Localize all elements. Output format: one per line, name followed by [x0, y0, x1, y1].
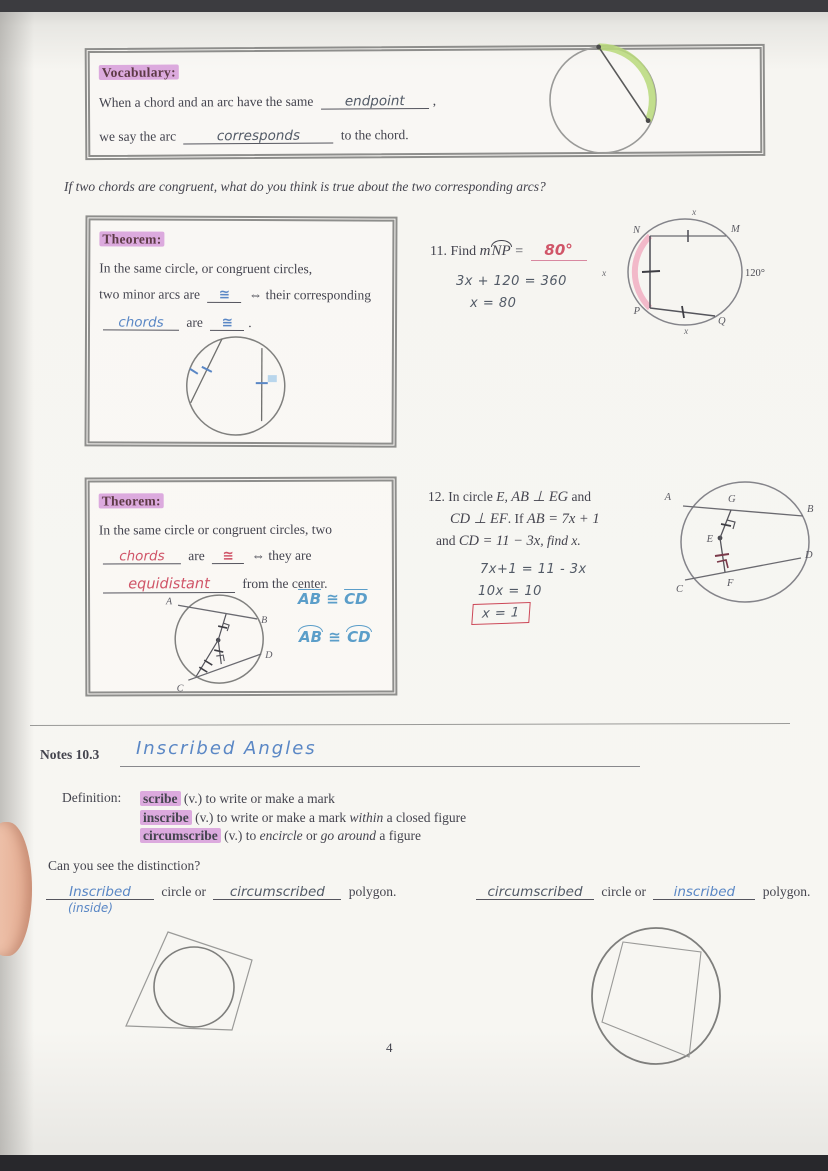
problem12-line2-mid: . If — [507, 511, 524, 526]
definition-list — [140, 790, 700, 846]
problem11-answer: 80° — [544, 241, 573, 259]
problem11-find-label: Find — [450, 244, 477, 259]
vocab-chord-arc-diagram — [542, 42, 665, 161]
theorem1-blank-3 — [210, 316, 244, 331]
point-label-b: B — [261, 614, 268, 626]
blank-circumscribed-polygon-left — [213, 885, 341, 900]
theorem2-answer-equidistant: equidistant — [128, 576, 210, 593]
def-circumscribe-mid: or — [302, 828, 321, 843]
vocab-blank-2 — [183, 129, 333, 145]
theorem2-title: Theorem: — [99, 493, 164, 508]
photo-left-shadow — [0, 12, 34, 1155]
problem12-number: 12. — [428, 489, 445, 504]
theorem1-box — [84, 215, 397, 447]
problem12-work-line1: 7x+1 = 11 - 3x — [480, 562, 587, 577]
distinction-left-group — [42, 884, 397, 915]
answer-inside-note: (inside) — [68, 901, 113, 915]
theorem2-line3-post: from the center. — [242, 575, 328, 591]
arc-label-x-bottom: x — [684, 327, 689, 337]
vocab-answer-corresponds: corresponds — [216, 127, 301, 145]
vocabulary-title: Vocabulary: — [99, 65, 179, 80]
definition-circumscribe — [140, 827, 700, 846]
problem12-eq2: CD = 11 − 3x — [458, 533, 541, 549]
vocab-answer-endpoint: endpoint — [344, 93, 405, 110]
problem12-line3-post: , find x. — [540, 533, 581, 548]
problem12-answer: x = 1 — [481, 605, 521, 622]
theorem2-line2-mid: are — [188, 548, 205, 564]
theorem1-circle-diagram — [182, 331, 294, 443]
problem11-m: m — [479, 243, 491, 259]
point-label-q: Q — [718, 316, 726, 327]
theorem2-blank-3 — [103, 577, 235, 594]
segment-ab: $\overline{AB}$ — [298, 590, 322, 608]
point-label-b2: B — [807, 504, 814, 515]
problem11-answer-blank — [531, 243, 587, 261]
problem11-circle-diagram — [598, 206, 766, 352]
note-segments-congruent — [298, 590, 368, 608]
problem12-eq1: AB = 7x + 1 — [526, 511, 600, 527]
distinction-question: Can you see the distinction? — [48, 858, 201, 873]
term-scribe: scribe — [140, 791, 181, 806]
problem12-answer-box — [471, 602, 530, 625]
point-label-e: E — [706, 534, 713, 545]
theorem1-title: Theorem: — [99, 231, 164, 246]
distinction-right-mid: circle or — [601, 884, 646, 899]
photo-bottom-edge — [0, 1155, 828, 1171]
answer-circumscribed-left: circumscribed — [229, 884, 325, 900]
vocab-line2-text: we say the arc — [99, 128, 177, 144]
note-arcs-congruent — [298, 628, 372, 646]
theorem2-blank-2 — [212, 549, 244, 564]
point-label-a: A — [165, 596, 173, 608]
page-number: 4 — [386, 1040, 393, 1055]
problem11-number: 11. — [430, 244, 447, 259]
point-label-c: C — [176, 683, 184, 695]
def-inscribe-em: within — [349, 809, 384, 825]
photo-top-edge — [0, 0, 828, 12]
answer-circumscribed-right: circumscribed — [487, 884, 583, 900]
blank-inscribed-circle — [46, 884, 154, 915]
arc-label-x-left: x — [602, 269, 607, 279]
theorem1-line2-post: ⇔ their corresponding — [248, 287, 372, 303]
point-label-d2: D — [805, 550, 813, 561]
term-circumscribe: circumscribe — [140, 828, 221, 843]
distinction-right-group — [472, 884, 810, 900]
theorem1-answer-chords: chords — [118, 314, 164, 331]
theorem1-line2-pre: two minor arcs are — [99, 286, 201, 302]
theorem2-blank-1 — [103, 549, 181, 564]
theorem2-answer-chords: chords — [119, 548, 165, 565]
theorem1-line3-end: . — [248, 315, 252, 331]
section-divider — [30, 723, 790, 726]
problem12-line1-pre: In circle — [448, 489, 493, 504]
def-scribe-text: (v.) to write or make a mark — [180, 791, 335, 806]
point-label-g: G — [728, 494, 736, 505]
theorem1-answer-cong1: ≅ — [218, 286, 231, 303]
theorem2-box — [85, 476, 398, 696]
problem12-work-line2: 10x = 10 — [478, 584, 542, 599]
theorem2-circle-diagram — [128, 594, 288, 699]
term-inscribe: inscribe — [140, 810, 192, 825]
congruent-symbol-2: ≅ — [328, 628, 341, 646]
point-label-a2: A — [664, 492, 671, 503]
problem12-line3-pre: and — [436, 533, 456, 548]
theorem1-blank-1 — [207, 288, 241, 303]
arc-label-x-top: x — [692, 208, 697, 218]
point-label-f: F — [727, 578, 734, 589]
distinction-right-post: polygon. — [762, 884, 811, 899]
inscribed-circle-diagram — [118, 924, 264, 1042]
def-circumscribe-em2: go around — [320, 828, 376, 843]
definition-scribe — [140, 790, 700, 809]
theorem1-answer-cong2: ≅ — [221, 314, 233, 331]
notes-title-line — [120, 766, 640, 767]
point-label-n: N — [632, 225, 640, 236]
problem12-line1-post: and — [571, 489, 592, 504]
segment-cd: $\overline{CD}$ — [344, 590, 368, 608]
problem11-work-line1: 3x + 120 = 360 — [456, 274, 567, 289]
congruent-symbol-1: ≅ — [326, 590, 339, 608]
theorem1-blank-2 — [103, 315, 179, 331]
distinction-left-mid: circle or — [161, 884, 206, 899]
vocab-line1-comma: , — [432, 92, 437, 108]
problem12-perp1: AB ⊥ EG — [511, 489, 569, 505]
distinction-left-post: polygon. — [348, 884, 397, 899]
answer-inscribed-left: Inscribed — [69, 884, 131, 900]
blank-circumscribed-circle — [476, 885, 594, 900]
vocab-line1-text: When a chord and an arc have the same — [98, 93, 314, 110]
theorem2-line2-post: ⇔ they are — [251, 547, 312, 563]
blank-inscribed-polygon — [653, 885, 755, 900]
problem12-perp2: CD ⊥ EF — [450, 511, 508, 527]
problem11-work-line2: x = 80 — [470, 296, 517, 311]
arc-cd: CD — [347, 628, 371, 646]
answer-inscribed-right: inscribed — [673, 884, 736, 900]
def-circumscribe-text: (v.) to — [220, 828, 260, 843]
vocab-blank-1 — [321, 94, 429, 110]
definition-label: Definition: — [62, 790, 122, 805]
theorem2-line1: In the same circle or congruent circles, two — [98, 521, 332, 538]
problem11-equals: = — [515, 244, 524, 259]
point-label-c2: C — [675, 584, 683, 595]
theorem2-answer-cong: ≅ — [222, 548, 234, 565]
arc-label-120: 120° — [745, 268, 765, 279]
vocabulary-box — [85, 44, 766, 160]
notes-label: Notes 10.3 — [40, 747, 100, 762]
notes-title-handwritten: Inscribed Angles — [136, 738, 317, 759]
problem11-arc-name: NP — [491, 243, 511, 259]
inscribed-polygon-diagram — [585, 920, 733, 1068]
problem12-circle-diagram — [655, 468, 827, 610]
definition-inscribe — [140, 809, 700, 828]
problem12-circle-e: E, — [496, 489, 508, 504]
point-label-m: M — [731, 224, 740, 235]
point-label-d: D — [265, 649, 273, 661]
congruent-chords-question: If two chords are congruent, what do you think is true about the two corresponding arcs? — [64, 179, 546, 194]
def-circumscribe-em1: encircle — [259, 828, 303, 843]
theorem1-line3-mid: are — [186, 314, 203, 330]
arc-ab: AB — [299, 628, 323, 646]
def-inscribe-post: a closed figure — [383, 809, 467, 825]
theorem1-line1: In the same circle, or congruent circles, — [99, 260, 313, 277]
point-label-p: P — [633, 306, 640, 317]
vocab-line2-end: to the chord. — [340, 127, 409, 143]
def-circumscribe-post: a figure — [375, 828, 421, 843]
def-inscribe-text: (v.) to write or make a mark — [191, 809, 350, 825]
